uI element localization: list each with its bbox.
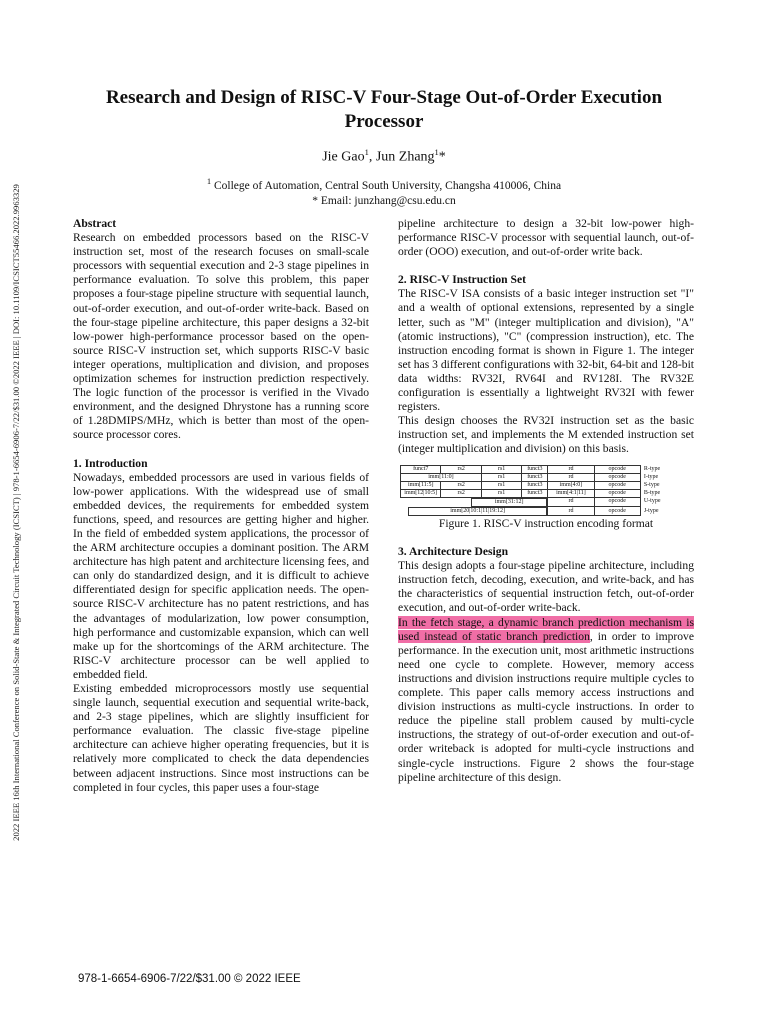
corresponding-mark: *	[438, 149, 446, 165]
table-cell: funct3	[522, 473, 548, 481]
table-cell: imm[20|10:1|11|19:12]	[408, 507, 548, 516]
intro-paragraph-2: Existing embedded microprocessors mostly use sequential single launch, sequential execution and sequential write-back, and 2-3 stage pipelines, which are slightly insufficient for performance evaluation. The classic five-stage pipeline architecture can achieve higher operating frequencies, but it is relatively more complicated to check the data dependencies between adjacent instructions. Since most instructions can be completed in four cycles, this paper uses a four-stage	[73, 682, 369, 794]
paper-title: Research and Design of RISC-V Four-Stage Out-of-Order Execution Processor	[105, 87, 663, 132]
arch-paragraph-2-rest: , in order to improve performance. In the execution unit, most arithmetic instructions need one cycle to complete. However, memory access instructions and division instructions require multiple cycles to complete. This paper calls memory access instructions and division instructions as multi-cycle instructions. In order to reduce the pipeline stall problem caused by multi-cycle instructions, the strategy of out-of-order execution and out-of-order writeback is adopted for multi-cycle instructions and single-cycle instructions. Figure 2 shows the four-stage pipeline architecture of this design.	[398, 629, 694, 784]
author-separator: ,	[368, 149, 376, 165]
email-line: * Email: junzhang@csu.edu.cn	[312, 194, 456, 207]
table-cell: rs1	[481, 481, 521, 489]
arch-heading: 3. Architecture Design	[398, 545, 509, 559]
table-cell: rs2	[441, 489, 481, 497]
author-1: Jie Gao	[322, 149, 365, 165]
table-cell: imm[11:5]	[401, 481, 441, 489]
author-2-affil-mark: 1	[434, 147, 439, 157]
abstract-heading: Abstract	[73, 217, 117, 230]
table-row	[401, 473, 690, 481]
table-cell: funct3	[522, 481, 548, 489]
table-cell: imm[4:1|11]	[548, 489, 594, 497]
affiliation	[70, 174, 698, 209]
affil-mark: 1	[206, 176, 212, 186]
table-cell: funct3	[522, 465, 548, 473]
format-type-label: I-type	[643, 473, 659, 480]
copyright-footer: 978-1-6654-6906-7/22/$31.00 © 2022 IEEE	[78, 973, 301, 985]
table-cell: rs1	[481, 473, 521, 481]
format-type-label: J-type	[643, 507, 659, 514]
figure-1-caption: Figure 1. RISC-V instruction encoding format	[438, 517, 654, 530]
table-row	[401, 489, 690, 497]
table-cell: rs1	[481, 489, 521, 497]
table-cell: opcode	[594, 489, 640, 497]
abstract-text: Research on embedded processors based on the RISC-V instruction set, most of the research focuses on small-scale processors with sequential execution and 2-3 stage pipelines in performance evaluation. To solve this problem, this paper proposes a four-stage pipeline structure with sequential launch, out-of-order execution, and out-of-order write-back. Based on the four-stage pipeline architecture, this paper designs a 32-bit low-power high-performance processor based on the open-source RISC-V instruction set, which supports RISC-V basic integer operations, multiplication and division, and proposes optimization schemes for instruction prediction respectively. The logic function of the processor is verified in the Vivado environment, and the designed Dhrystone has a running score of 1.28DMIPS/MHz, which is better than most of the open-source processor cores.	[73, 231, 369, 442]
table-cell: opcode	[594, 497, 640, 507]
table-cell: rd	[548, 473, 594, 481]
arch-paragraph-2	[398, 616, 694, 785]
format-type-label: U-type	[643, 498, 661, 505]
encoding-table	[400, 465, 690, 517]
table-cell: imm[11:0]	[401, 473, 482, 481]
table-cell: opcode	[594, 481, 640, 489]
table-cell: imm[4:0]	[548, 481, 594, 489]
right-column	[398, 217, 694, 785]
table-cell: opcode	[594, 465, 640, 473]
table-row	[401, 507, 690, 516]
table-row	[401, 481, 690, 489]
isa-paragraph-2: This design chooses the RV32I instruction set as the basic instruction set, and implements the M extended instruction set (integer multiplication and division) on this basis.	[398, 414, 694, 456]
highlighted-text: In the fetch stage, a dynamic branch prediction mechanism is used instead of static branch prediction	[398, 615, 694, 643]
format-type-label: S-type	[643, 481, 660, 488]
authors	[70, 143, 698, 167]
isa-heading: 2. RISC-V Instruction Set	[398, 273, 526, 287]
table-cell: imm[12|10:5]	[401, 489, 441, 497]
table-cell: funct3	[522, 489, 548, 497]
arch-paragraph-1: This design adopts a four-stage pipeline architecture, including instruction fetch, decoding, execution, and write-back, and has the characteristics of sequential instruction fetch, out-of-order execution, and out-of-order write-back.	[398, 559, 694, 615]
isa-paragraph-1: The RISC-V ISA consists of a basic integer instruction set "I" and a wealth of optional extensions, represented by a single letter, such as "M" (integer multiplication and division), "A" (atomic instructions), "C" (compression instruction), etc. The instruction encoding format is shown in Figure 1. The integer set has 3 different configurations with 32-bit, 64-bit and 128-bit data widths: RV32I, RV64I and RV128I. The RV32E configuration is essentially a lightweight RV32I with fewer registers.	[398, 287, 695, 414]
table-cell: opcode	[594, 507, 640, 516]
table-cell: funct7	[401, 465, 441, 473]
table-cell: rd	[548, 497, 594, 507]
table-cell: imm[31:12]	[471, 498, 547, 507]
side-doi-text: 2022 IEEE 16th International Conference on Solid-State & Integrated Circuit Technology (ICSICT) | 978-1-6654-6906-7/22/$31.00 ©2022 IEEE | DOI: 10.1109/ICSICT55466.2022.9963329	[11, 184, 21, 841]
table-row	[401, 497, 690, 507]
format-type-label: R-type	[643, 465, 661, 472]
author-2: Jun Zhang	[375, 149, 435, 165]
table-cell: opcode	[594, 473, 640, 481]
table-cell: rs2	[441, 481, 481, 489]
intro-heading: 1. Introduction	[73, 456, 148, 470]
format-type-label: B-type	[643, 489, 661, 496]
affil-line: College of Automation, Central South University, Changsha 410006, China	[214, 179, 562, 192]
table-cell: rd	[548, 465, 594, 473]
table-cell: rs1	[481, 465, 521, 473]
author-1-affil-mark: 1	[364, 147, 369, 157]
table-row	[401, 465, 690, 473]
side-doi-note	[9, 140, 23, 885]
left-column	[73, 217, 369, 795]
table-cell: rd	[548, 507, 594, 516]
intro-paragraph-1: Nowadays, embedded processors are used in various fields of low-power applications. With the widespread use of small embedded devices, the requirements for embedded system functions, speed, and resources are getting higher and higher. In the field of embedded system applications, the processor of the ARM architecture occupies a dominant position. The ARM architecture has high patent and architecture licensing fees, and can only do standardized design, and it is difficult to achieve differentiated design for specific application needs. The open-source RISC-V architecture has no patent restrictions, and has the advantages of modularization, low power consumption, high performance and customizable expansion, which can well make up for the shortcomings of the ARM architecture. The RISC-V architecture processor can be well applied to embedded field.	[73, 470, 369, 681]
table-cell: rs2	[441, 465, 481, 473]
intro-paragraph-2-cont: pipeline architecture to design a 32-bit low-power high-performance RISC-V processor with sequential launch, out-of-order (OOO) execution, and out-of-order write back.	[398, 217, 694, 259]
